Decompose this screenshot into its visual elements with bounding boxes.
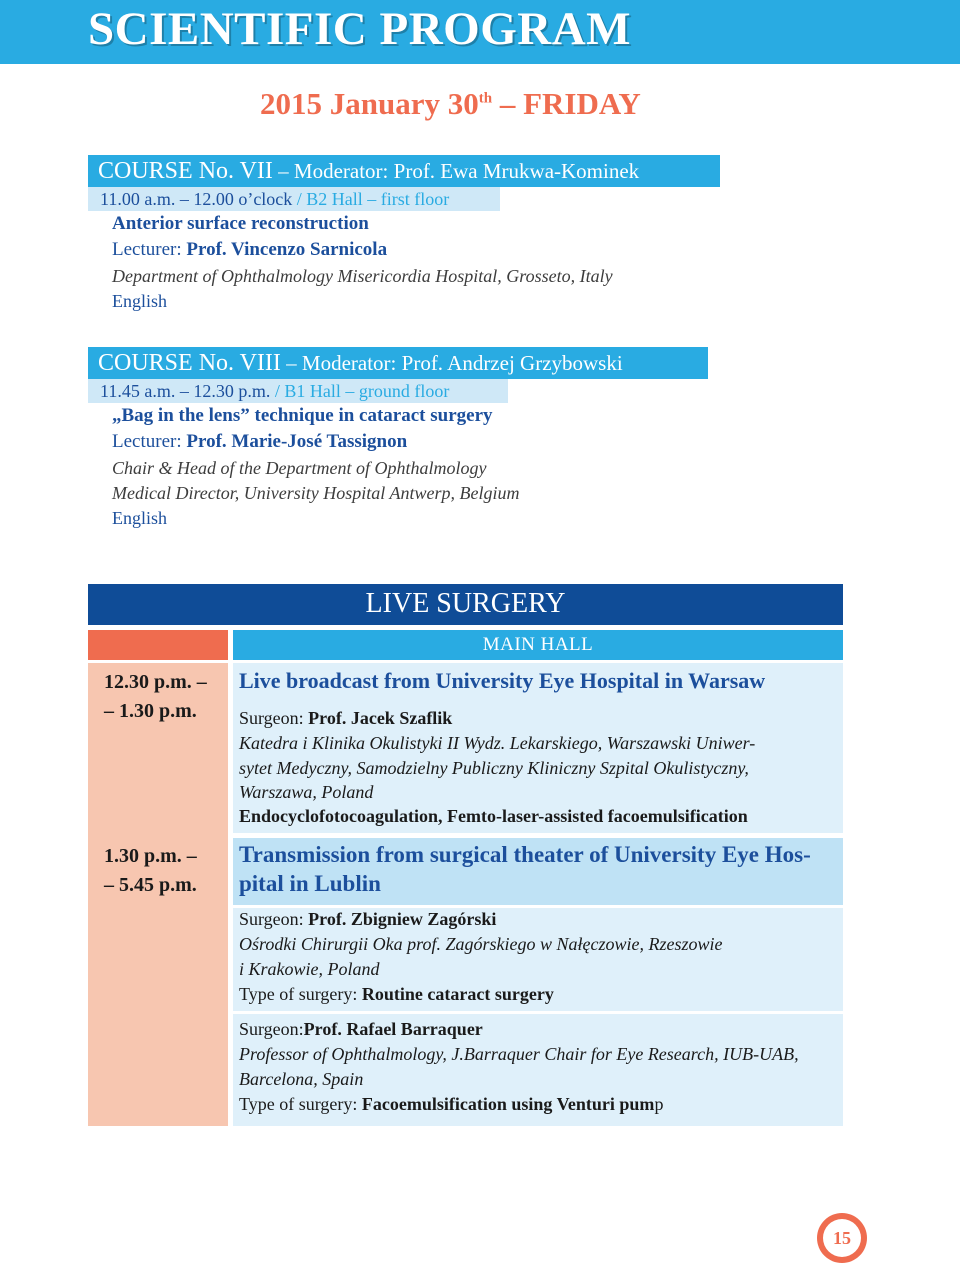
course-7-title: COURSE No. VII — [98, 158, 273, 184]
session-2-surgeon-1-type-line: Type of surgery: Routine cataract surgery — [239, 984, 554, 1004]
session-1-affiliation-2: sytet Medyczny, Samodzielny Publiczny Kliniczny Szpital Okulistyczny, — [239, 758, 749, 778]
session-2-surgeon-1: Prof. Zbigniew Zagórski — [308, 909, 497, 929]
course-7-time-bar — [88, 187, 500, 211]
session-2-surgeon-1-line: Surgeon: Prof. Zbigniew Zagórski — [239, 909, 497, 929]
session-2-surgeon-2: Prof. Rafael Barraquer — [303, 1019, 483, 1039]
session-2-surgeon-1-type: Routine cataract surgery — [361, 984, 554, 1004]
time-column-header — [88, 630, 228, 660]
page-header — [0, 0, 960, 64]
live-surgery-header — [88, 584, 843, 625]
course-8-time: 11.45 a.m. – 12.30 p.m. — [100, 381, 271, 401]
session-2-title-2: pital in Lublin — [239, 871, 381, 896]
course-8-hall: / B1 Hall – ground floor — [270, 381, 450, 401]
session-1-procedures: Endocyclofotocoagulation, Femto-laser-assisted facoemulsification — [239, 806, 748, 826]
course-7-time: 11.00 a.m. – 12.00 o’clock — [100, 189, 293, 209]
course-8-title: COURSE No. VIII — [98, 350, 281, 376]
day-heading: 2015 January 30th – FRIDAY — [260, 86, 641, 121]
session-1-time-start: 12.30 p.m. – — [104, 671, 207, 693]
course-7-topic: Anterior surface reconstruction — [112, 213, 369, 234]
course-8-topic: „Bag in the lens” technique in cataract surgery — [112, 405, 493, 426]
session-2-surgeon-2-affiliation-1: Professor of Ophthalmology, J.Barraquer Chair for Eye Research, IUB-UAB, — [239, 1044, 799, 1064]
session-1-affiliation-3: Warszawa, Poland — [239, 782, 374, 802]
course-8-department-2: Medical Director, University Hospital Antwerp, Belgium — [112, 483, 520, 503]
course-7-language: English — [112, 291, 168, 311]
course-8-moderator: Prof. Andrzej Grzybowski — [401, 351, 623, 375]
session-1-affiliation-1: Katedra i Klinika Okulistyki II Wydz. Lekarskiego, Warszawski Uniwer- — [239, 733, 756, 753]
session-1-surgeon: Prof. Jacek Szaflik — [308, 708, 453, 728]
session-2-surgeon-1-affiliation-1: Ośrodki Chirurgii Oka prof. Zagórskiego w Nałęczowie, Rzeszowie — [239, 934, 723, 954]
page-number-badge — [817, 1213, 867, 1263]
course-8-lecturer: Prof. Marie-José Tassignon — [186, 431, 408, 452]
session-2-time-start: 1.30 p.m. – — [104, 845, 197, 867]
course-7-hall: / B2 Hall – first floor — [292, 189, 450, 209]
course-8-department-1: Chair & Head of the Department of Ophthalmology — [112, 458, 487, 478]
course-8-title-bar: COURSE No. VIII – Moderator: Prof. Andrzej Grzybowski — [88, 347, 708, 379]
course-8-lecturer-line: Lecturer: Prof. Marie-José Tassignon — [112, 431, 408, 452]
course-7-lecturer: Prof. Vincenzo Sarnicola — [186, 239, 388, 260]
session-2-surgeon-2-line: Surgeon:Prof. Rafael Barraquer — [239, 1019, 483, 1039]
session-1-title: Live broadcast from University Eye Hospital in Warsaw — [239, 668, 766, 693]
course-8-language: English — [112, 508, 168, 528]
main-hall-label: MAIN HALL — [482, 634, 594, 655]
course-8-time-bar — [88, 379, 508, 403]
course-7-department: Department of Ophthalmology Misericordia Hospital, Grosseto, Italy — [112, 266, 613, 286]
session-2-time-end: – 5.45 p.m. — [104, 874, 197, 896]
session-2-surgeon-2-type-line: Type of surgery: Facoemulsification using Venturi pump — [239, 1094, 664, 1114]
main-hall-header — [233, 630, 843, 660]
page-title: SCIENTIFIC PROGRAM — [88, 3, 632, 55]
session-1-surgeon-line: Surgeon: Prof. Jacek Szaflik — [239, 708, 453, 728]
session-2-surgeon-2-affiliation-2: Barcelona, Spain — [239, 1069, 364, 1089]
session-2-surgeon-2-type: Facoemulsification using Venturi pum — [361, 1094, 655, 1114]
page-number: 15 — [823, 1219, 861, 1257]
course-7-title-bar: COURSE No. VII – Moderator: Prof. Ewa Mrukwa-Kominek — [88, 155, 720, 187]
session-2-title-1: Transmission from surgical theater of University Eye Hos- — [239, 842, 811, 867]
course-7-lecturer-line: Lecturer: Prof. Vincenzo Sarnicola — [112, 239, 388, 260]
session-2-surgeon-1-affiliation-2: i Krakowie, Poland — [239, 959, 380, 979]
session-1-time-end: – 1.30 p.m. — [104, 700, 197, 722]
course-7-moderator: Prof. Ewa Mrukwa-Kominek — [393, 159, 640, 183]
live-surgery-title: LIVE SURGERY — [365, 588, 566, 619]
